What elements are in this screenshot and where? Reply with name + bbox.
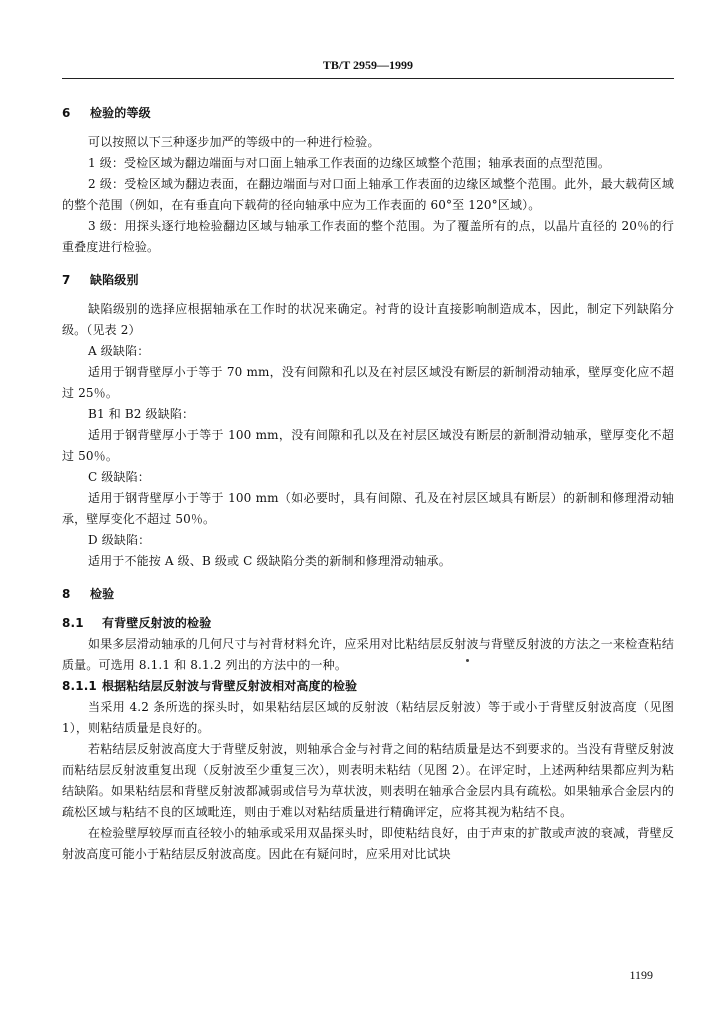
page-header: TB/T 2959—1999	[322, 58, 414, 72]
subsection-number: 8.1.1	[62, 679, 97, 693]
defect-class-label: C 级缺陷：	[88, 470, 150, 484]
paragraph: 1 级：受检区域为翻边端面与对口面上轴承工作表面的边缘区域整个范围；轴承表面的点型范围。	[88, 156, 611, 170]
section-7-heading	[62, 270, 674, 291]
paragraph: 适用于不能按 A 级、B 级或 C 级缺陷分类的新制和修理滑动轴承。	[88, 554, 451, 568]
paragraph: 适用于钢背壁厚小于等于 70 mm，没有间隙和孔以及在衬层区域没有断层的新制滑动轴承，壁厚变化应不超过 25％。	[62, 365, 674, 400]
defect-class-label: B1 和 B2 级缺陷：	[88, 407, 195, 421]
page-number: 1199	[629, 968, 653, 982]
paragraph: 适用于钢背壁厚小于等于 100 mm（如必要时，具有间隙、孔及在衬层区域具有断层）的新制和修理滑动轴承，壁厚变化不超过 50％。	[62, 491, 674, 526]
subsection-title: 有背壁反射波的检验	[102, 616, 212, 630]
paragraph: 可以按照以下三种逐步加严的等级中的一种进行检验。	[88, 135, 380, 149]
section-title: 检验的等级	[90, 106, 151, 120]
paragraph: 如果多层滑动轴承的几何尺寸与衬背材料允许，应采用对比粘结层反射波与背壁反射波的方法之一来检查粘结质量。可选用 8.1.1 和 8.1.2 列出的方法中的一种。	[62, 637, 674, 672]
section-8-heading	[62, 584, 674, 605]
subsection-title: 根据粘结层反射波与背壁反射波相对高度的检验	[102, 679, 358, 693]
defect-class-label: D 级缺陷：	[88, 533, 151, 547]
section-title: 缺陷级别	[90, 273, 139, 287]
paragraph: 在检验壁厚较厚而直径较小的轴承或采用双晶探头时，即使粘结良好，由于声束的扩散或声波的衰减，背壁反射波高度可能小于粘结层反射波高度。因此在有疑问时，应采用对比试块	[62, 826, 674, 861]
subsection-8-1-heading	[62, 613, 674, 634]
header-rule	[62, 78, 674, 79]
section-title: 检验	[90, 587, 115, 601]
scan-dot	[466, 659, 469, 662]
page-body	[62, 99, 674, 865]
paragraph: 若粘结层反射波高度大于背壁反射波，则轴承合金与衬背之间的粘结质量是达不到要求的。当没有背壁反射波而粘结层反射波重复出现（反射波至少重复三次），则表明未粘结（见图 2）。在评定时，上述两种结果都应判为粘结缺陷。如果粘结层和背壁反射波都减弱或信号为草状波，则表明在轴承合金层内具有疏松。如果轴承合金层内的疏松区域与粘结不良的区域毗连，则由于难以对粘结质量进行精确评定，应将其视为粘结不良。	[62, 742, 674, 819]
subsection-number: 8.1	[62, 616, 84, 630]
section-number: 8	[62, 587, 71, 601]
section-number: 7	[62, 273, 71, 287]
paragraph: 2 级：受检区域为翻边表面，在翻边端面与对口面上轴承工作表面的边缘区域整个范围。此外，最大载荷区域的整个范围（例如，在有垂直向下载荷的径向轴承中应为工作表面的 60°至 120°区域）。	[62, 177, 674, 212]
section-6-heading	[62, 103, 674, 124]
paragraph: 3 级：用探头逐行地检验翻边区域与轴承工作表面的整个范围。为了覆盖所有的点，以晶片直径的 20％的行重叠度进行检验。	[62, 219, 674, 254]
paragraph: 当采用 4.2 条所选的探头时，如果粘结层区域的反射波（粘结层反射波）等于或小于背壁反射波高度（见图 1），则粘结质量是良好的。	[62, 700, 674, 735]
subsection-8-1-1-heading	[62, 676, 674, 697]
defect-class-label: A 级缺陷：	[88, 344, 150, 358]
section-number: 6	[62, 106, 71, 120]
paragraph: 适用于钢背壁厚小于等于 100 mm，没有间隙和孔以及在衬层区域没有断层的新制滑动轴承，壁厚变化不超过 50％。	[62, 428, 674, 463]
paragraph: 缺陷级别的选择应根据轴承在工作时的状况来确定。衬背的设计直接影响制造成本，因此，制定下列缺陷分级。（见表 2）	[62, 302, 674, 337]
